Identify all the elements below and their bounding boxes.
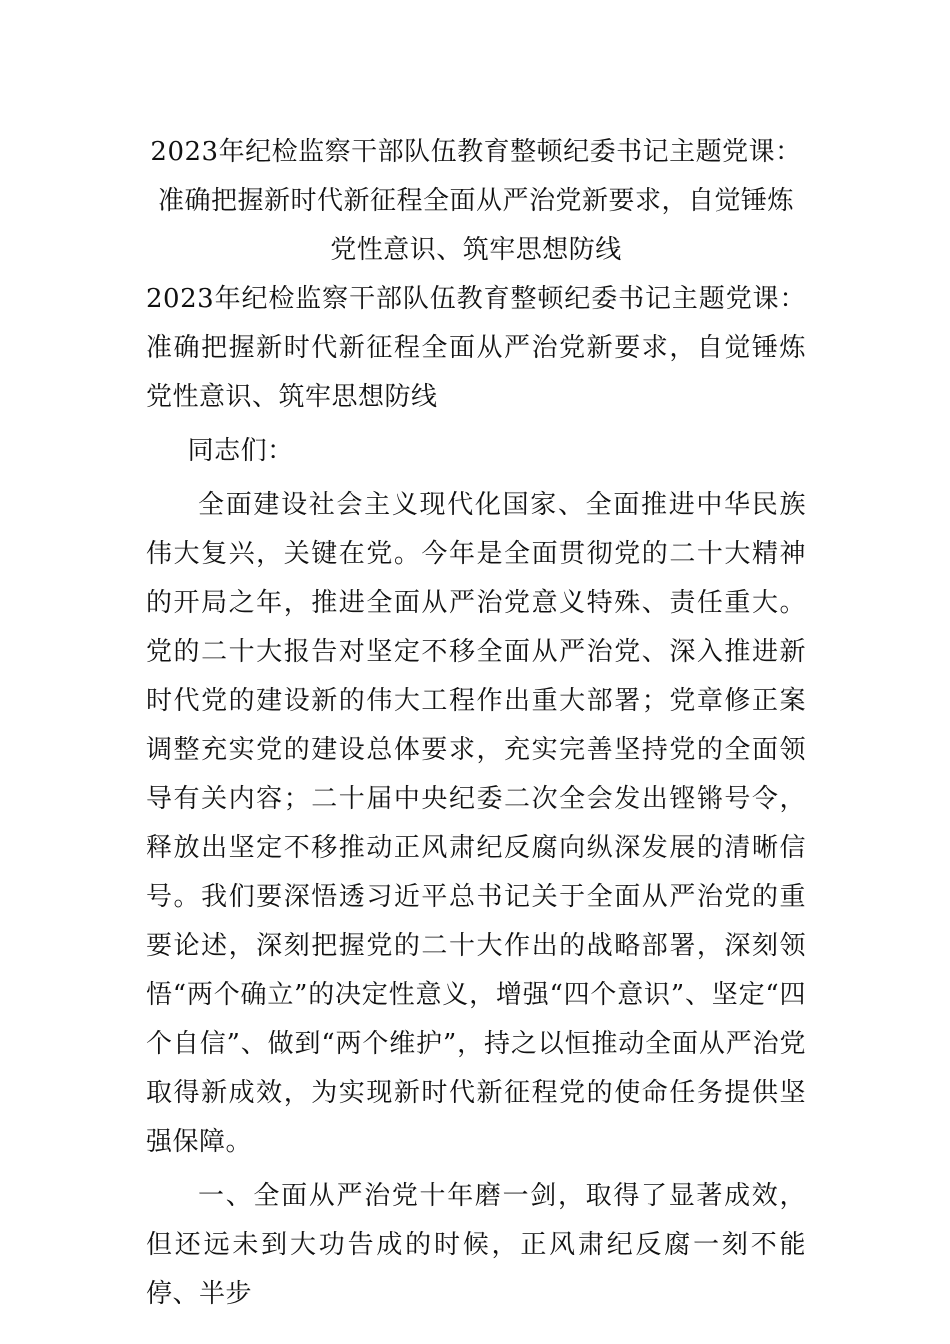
document-subtitle: 2023年纪检监察干部队伍教育整顿纪委书记主题党课：准确把握新时代新征程全面从严治党新要求，自觉锤炼党性意识、筑牢思想防线 (146, 284, 806, 412)
document-page (146, 128, 806, 1319)
greeting: 同志们： (187, 436, 294, 466)
body-paragraph-2: 一、全面从严治党十年磨一剑，取得了显著成效，但还远未到大功告成的时候，正风肃纪反腐一刻不能停、半步 (146, 1181, 806, 1309)
body-paragraph-1: 全面建设社会主义现代化国家、全面推进中华民族伟大复兴，关键在党。今年是全面贯彻党的二十大精神的开局之年，推进全面从严治党意义特殊、责任重大。党的二十大报告对坚定不移全面从严治党、深入推进新时代党的建设新的伟大工程作出重大部署；党章修正案调整充实党的建设总体要求，充实完善坚持党的全面领导有关内容；二十届中央纪委二次全会发出铿锵号令，释放出坚定不移推动正风肃纪反腐向纵深发展的清晰信号。我们要深悟透习近平总书记关于全面从严治党的重要论述，深刻把握党的二十大作出的战略部署，深刻领悟“两个确立”的决定性意义，增强“四个意识”、坚定“四个自信”、做到“两个维护”，持之以恒推动全面从严治党取得新成效，为实现新时代新征程党的使命任务提供坚强保障。 (146, 490, 806, 1157)
document-title: 2023年纪检监察干部队伍教育整顿纪委书记主题党课：准确把握新时代新征程全面从严治党新要求，自觉锤炼党性意识、筑牢思想防线 (150, 137, 802, 265)
